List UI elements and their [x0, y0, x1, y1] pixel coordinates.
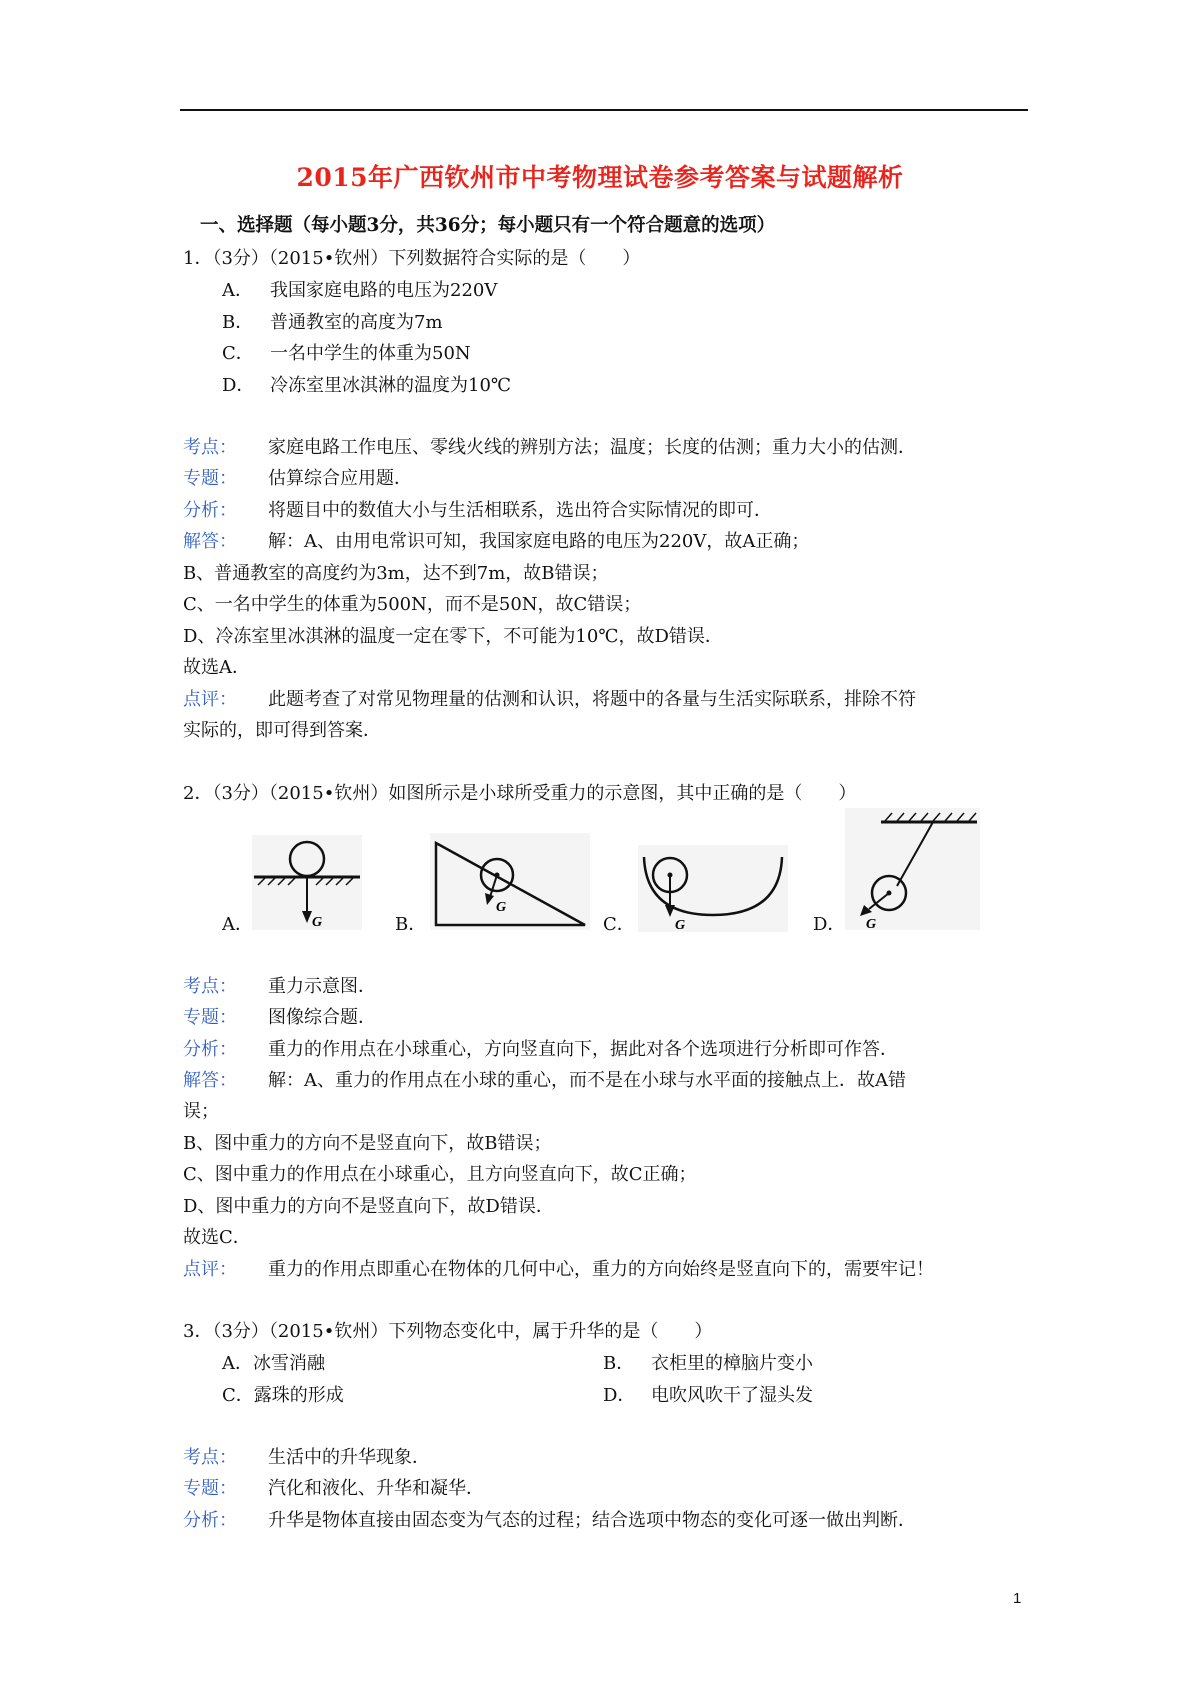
- q2-jieda-line-b: B、图中重力的方向不是竖直向下，故B错误；: [183, 1133, 552, 1154]
- q1-answer: 故选A．: [183, 657, 250, 678]
- q1-fenxi: 将题目中的数值大小与生活相联系，选出符合实际情况的即可．: [268, 500, 772, 521]
- q2-kaodian-label: 考点：: [183, 976, 237, 997]
- q3-stem: 3．（3分）（2015•钦州）下列物态变化中，属于升华的是（ ）: [183, 1321, 713, 1342]
- q2-stem: 2．（3分）（2015•钦州）如图所示是小球所受重力的示意图，其中正确的是（ ）: [183, 783, 857, 804]
- q3-fenxi-label: 分析：: [183, 1510, 237, 1531]
- q3-option-b: B． 衣柜里的樟脑片变小: [603, 1353, 813, 1374]
- q2-dianping-label: 点评：: [183, 1259, 237, 1280]
- q1-option-c: C． 一名中学生的体重为50N: [222, 343, 471, 364]
- q2-jieda-line-d: D、图中重力的方向不是竖直向下，故D错误．: [183, 1196, 554, 1217]
- figure-b-g-label: G: [496, 900, 507, 915]
- q1-option-a: A． 我国家庭电路的电压为220V: [222, 280, 498, 301]
- q1-dianping-label: 点评：: [183, 689, 237, 710]
- figure-d-g-label: G: [866, 917, 877, 930]
- figure-c: [638, 845, 788, 932]
- q1-option-d: D． 冷冻室里冰淇淋的温度为10℃: [222, 375, 512, 396]
- q2-jieda-line-c: C、图中重力的作用点在小球重心，且方向竖直向下，故C正确；: [183, 1164, 697, 1185]
- document-title: 2015年广西钦州市中考物理试卷参考答案与试题解析: [296, 163, 904, 192]
- q2-fenxi: 重力的作用点在小球重心，方向竖直向下，据此对各个选项进行分析即可作答．: [268, 1039, 898, 1060]
- q1-zhuanti-label: 专题：: [183, 468, 237, 489]
- q1-fenxi-label: 分析：: [183, 500, 237, 521]
- figure-a-g-label: G: [312, 915, 323, 930]
- q3-kaodian-label: 考点：: [183, 1447, 237, 1468]
- section-heading: 一、选择题（每小题3分，共36分；每小题只有一个符合题意的选项）: [200, 215, 776, 236]
- header-rule: [180, 109, 1028, 111]
- q1-option-b: B． 普通教室的高度为7m: [222, 312, 443, 333]
- figure-a: [252, 835, 362, 930]
- q3-zhuanti: 汽化和液化、升华和凝华．: [268, 1478, 484, 1499]
- figure-c-label: C．: [603, 914, 635, 935]
- q1-jieda-label: 解答：: [183, 531, 237, 552]
- q1-kaodian-label: 考点：: [183, 437, 237, 458]
- figure-b: [430, 833, 590, 930]
- q1-jieda-line-c: C、一名中学生的体重为500N，而不是50N，故C错误；: [183, 594, 642, 615]
- q1-jieda: 解：A、由用电常识可知，我国家庭电路的电压为220V，故A正确；: [268, 531, 810, 552]
- page-number: 1: [1013, 1590, 1022, 1607]
- q1-zhuanti: 估算综合应用题．: [268, 468, 412, 489]
- q3-option-c: C．露珠的形成: [222, 1385, 344, 1406]
- q2-kaodian: 重力示意图．: [268, 976, 376, 997]
- q3-option-d: D． 电吹风吹干了湿头发: [603, 1385, 813, 1406]
- q2-zhuanti-label: 专题：: [183, 1007, 237, 1028]
- figure-d-label: D．: [813, 914, 846, 935]
- q1-jieda-line-d: D、冷冻室里冰淇淋的温度一定在零下，不可能为10℃，故D错误．: [183, 626, 723, 647]
- figure-a-label: A．: [222, 914, 253, 935]
- q3-fenxi: 升华是物体直接由固态变为气态的过程；结合选项中物态的变化可逐一做出判断．: [268, 1510, 916, 1531]
- figure-c-g-label: G: [675, 918, 686, 932]
- q2-dianping: 重力的作用点即重心在物体的几何中心，重力的方向始终是竖直向下的，需要牢记！: [268, 1259, 934, 1280]
- q2-jieda-cont: 误；: [183, 1101, 219, 1122]
- q1-dianping: 此题考查了对常见物理量的估测和认识，将题中的各量与生活实际联系，排除不符: [268, 689, 916, 710]
- figure-d: [845, 808, 980, 930]
- q3-kaodian: 生活中的升华现象．: [268, 1447, 430, 1468]
- q1-dianping-cont: 实际的，即可得到答案．: [183, 720, 381, 741]
- q2-jieda-label: 解答：: [183, 1070, 237, 1091]
- q2-zhuanti: 图像综合题．: [268, 1007, 376, 1028]
- q1-kaodian: 家庭电路工作电压、零线火线的辨别方法；温度；长度的估测；重力大小的估测．: [268, 437, 916, 458]
- q2-fenxi-label: 分析：: [183, 1039, 237, 1060]
- q3-zhuanti-label: 专题：: [183, 1478, 237, 1499]
- q2-jieda: 解：A、重力的作用点在小球的重心，而不是在小球与水平面的接触点上．故A错: [268, 1070, 906, 1091]
- q1-stem: 1．（3分）（2015•钦州）下列数据符合实际的是（ ）: [183, 248, 641, 269]
- q2-answer: 故选C．: [183, 1227, 251, 1248]
- figure-b-label: B．: [395, 914, 427, 935]
- q1-jieda-line-b: B、普通教室的高度约为3m，达不到7m，故B错误；: [183, 563, 609, 584]
- q3-option-a: A．冰雪消融: [222, 1353, 325, 1374]
